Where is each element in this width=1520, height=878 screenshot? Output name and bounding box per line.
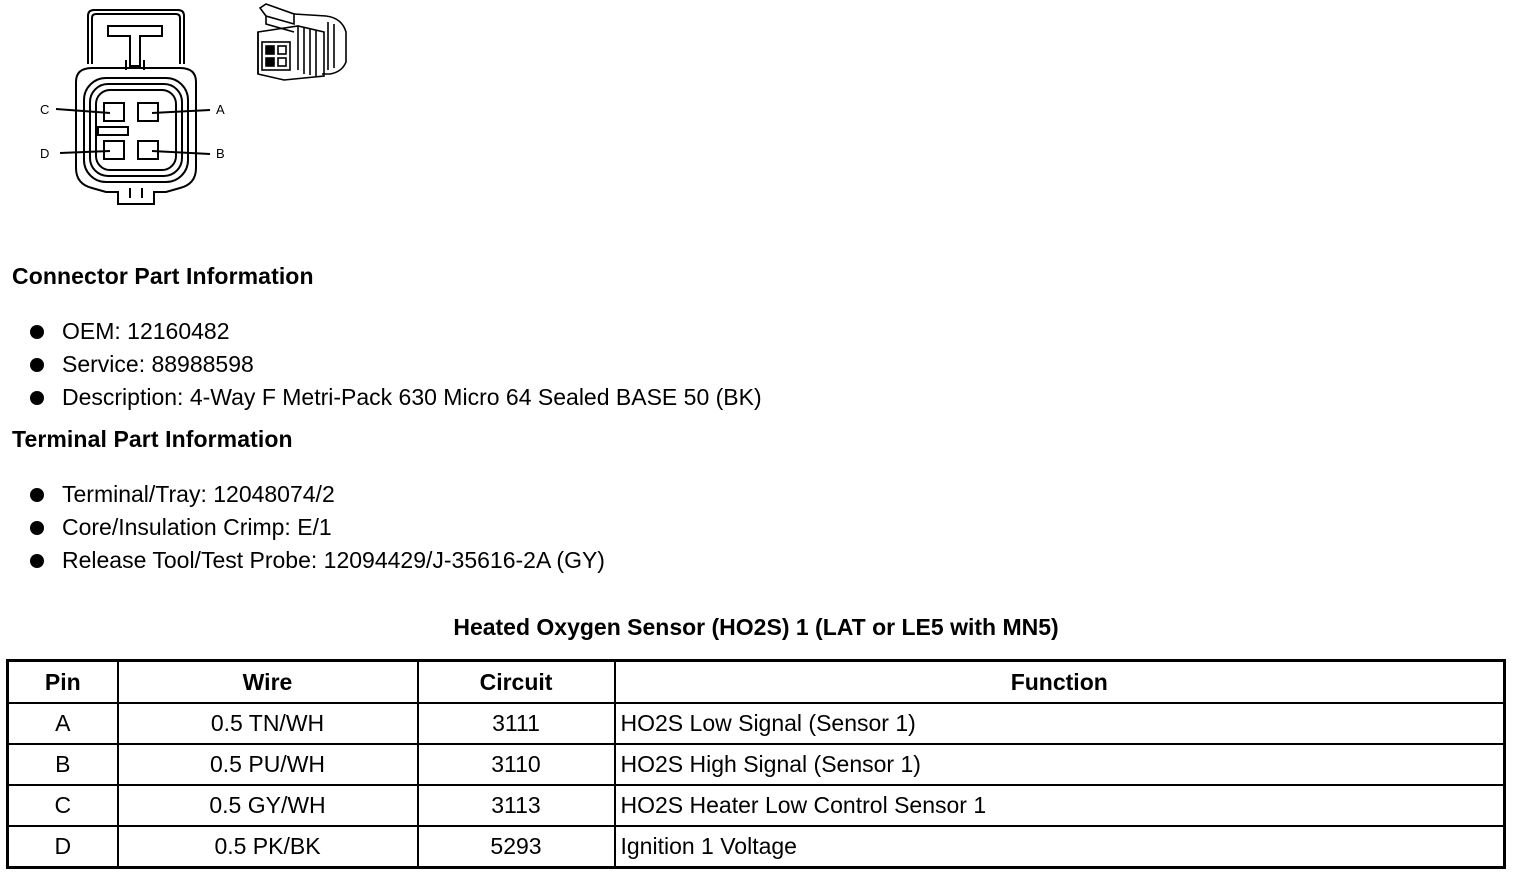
- table-title: Heated Oxygen Sensor (HO2S) 1 (LAT or LE5 with MN5): [453, 614, 1059, 640]
- bullet-icon: [30, 488, 44, 502]
- pin-label-b: B: [216, 146, 225, 161]
- cell-circuit: 5293: [418, 826, 615, 868]
- connector-info-heading: Connector Part Information: [12, 263, 314, 289]
- list-item: [28, 544, 605, 577]
- connector-info-list: [28, 315, 762, 414]
- list-item: [28, 478, 605, 511]
- terminal-info-heading: Terminal Part Information: [12, 426, 293, 452]
- bullet-icon: [30, 391, 44, 405]
- pin-label-d: D: [40, 146, 50, 161]
- cell-wire: 0.5 GY/WH: [118, 785, 418, 826]
- cell-wire: 0.5 PK/BK: [118, 826, 418, 868]
- connector-isometric-diagram: [254, 2, 354, 82]
- connector-description: Description: 4-Way F Metri-Pack 630 Micro 64 Sealed BASE 50 (BK): [62, 384, 762, 410]
- header-circuit: Circuit: [418, 661, 615, 704]
- connector-oem: OEM: 12160482: [62, 318, 230, 344]
- list-item: [28, 381, 762, 414]
- cell-wire: 0.5 TN/WH: [118, 703, 418, 744]
- cell-pin: D: [8, 826, 118, 868]
- cell-pin: C: [8, 785, 118, 826]
- pin-label-c: C: [40, 102, 50, 117]
- cell-function: HO2S Low Signal (Sensor 1): [615, 703, 1505, 744]
- header-wire: Wire: [118, 661, 418, 704]
- terminal-release-tool: Release Tool/Test Probe: 12094429/J-35616-2A (GY): [62, 547, 605, 573]
- pinout-table: [6, 659, 1506, 869]
- cell-function: HO2S High Signal (Sensor 1): [615, 744, 1505, 785]
- cell-circuit: 3113: [418, 785, 615, 826]
- table-row: [8, 826, 1505, 868]
- cell-circuit: 3111: [418, 703, 615, 744]
- list-item: [28, 315, 762, 348]
- table-row: [8, 785, 1505, 826]
- bullet-icon: [30, 521, 44, 535]
- cell-pin: B: [8, 744, 118, 785]
- table-header-row: [8, 661, 1505, 704]
- table-row: [8, 744, 1505, 785]
- cell-function: HO2S Heater Low Control Sensor 1: [615, 785, 1505, 826]
- list-item: [28, 348, 762, 381]
- header-pin: Pin: [8, 661, 118, 704]
- connector-face-diagram: [30, 2, 240, 210]
- list-item: [28, 511, 605, 544]
- table-row: [8, 703, 1505, 744]
- pin-label-a: A: [216, 102, 225, 117]
- cell-pin: A: [8, 703, 118, 744]
- cell-wire: 0.5 PU/WH: [118, 744, 418, 785]
- header-function: Function: [615, 661, 1505, 704]
- connector-service: Service: 88988598: [62, 351, 254, 377]
- bullet-icon: [30, 358, 44, 372]
- terminal-tray: Terminal/Tray: 12048074/2: [62, 481, 335, 507]
- cell-function: Ignition 1 Voltage: [615, 826, 1505, 868]
- terminal-crimp: Core/Insulation Crimp: E/1: [62, 514, 332, 540]
- bullet-icon: [30, 325, 44, 339]
- bullet-icon: [30, 554, 44, 568]
- terminal-info-list: [28, 478, 605, 577]
- cell-circuit: 3110: [418, 744, 615, 785]
